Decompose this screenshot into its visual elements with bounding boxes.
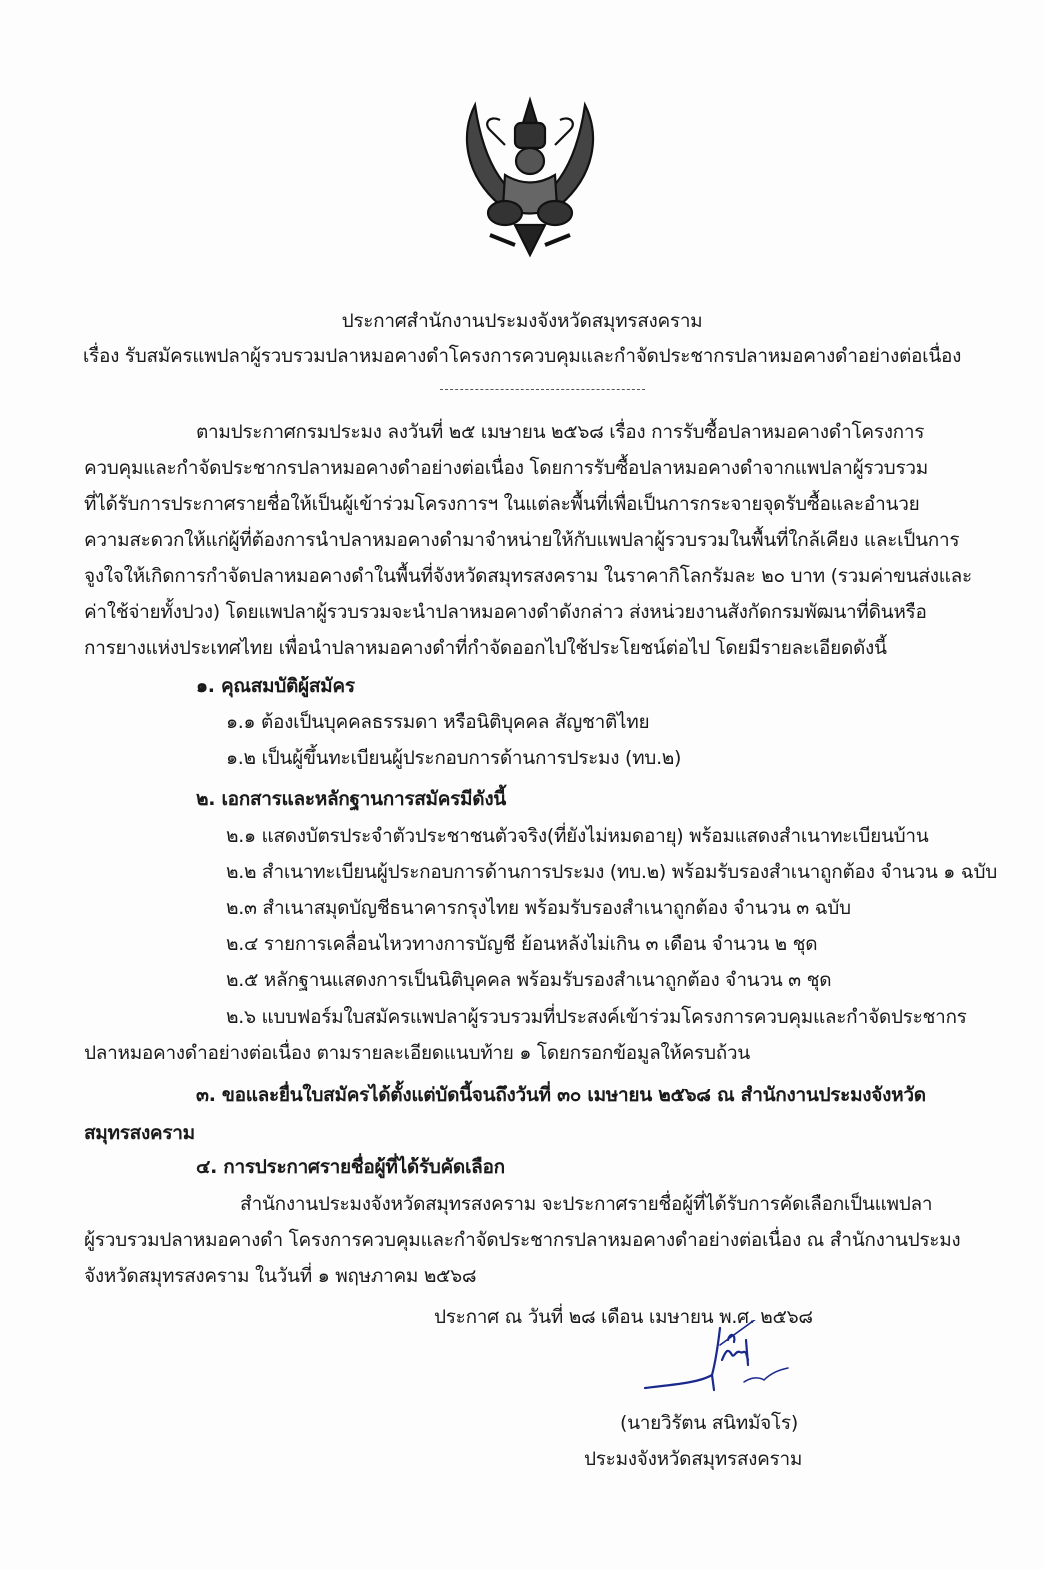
intro-line: ควบคุมและกำจัดประชากรปลาหมอคางดำอย่างต่อเนื่อง โดยการรับซื้อปลาหมอคางดำจากแพปลาผู้รวบรวม [84, 457, 928, 479]
section4-heading: ๔. การประกาศรายชื่อผู้ที่ได้รับคัดเลือก [196, 1156, 505, 1178]
signatory-position: ประมงจังหวัดสมุทรสงคราม [584, 1448, 803, 1470]
announcement-subject: เรื่อง รับสมัครแพปลาผู้รวบรวมปลาหมอคางดำโครงการควบคุมและกำจัดประชากรปลาหมอคางดำอย่างต่อเนื่อง [82, 345, 962, 367]
section4-line: จังหวัดสมุทรสงคราม ในวันที่ ๑ พฤษภาคม ๒๕๖๘ [84, 1265, 477, 1287]
section1-item: ๑.๒ เป็นผู้ขึ้นทะเบียนผู้ประกอบการด้านการประมง (ทบ.๒) [226, 747, 682, 769]
section4-line: ผู้รวบรวมปลาหมอคางดำ โครงการควบคุมและกำจัดประชากรปลาหมอคางดำอย่างต่อเนื่อง ณ สำนักงานประมง [84, 1229, 961, 1251]
section2-item: ๒.๓ สำเนาสมุดบัญชีธนาคารกรุงไทย พร้อมรับรองสำเนาถูกต้อง จำนวน ๓ ฉบับ [226, 897, 851, 919]
section1-item: ๑.๑ ต้องเป็นบุคคลธรรมดา หรือนิติบุคคล สัญชาติไทย [226, 711, 650, 733]
section2-item: ๒.๖ แบบฟอร์มใบสมัครแพปลาผู้รวบรวมที่ประสงค์เข้าร่วมโครงการควบคุมและกำจัดประชากร [226, 1006, 967, 1028]
header-separator [440, 389, 645, 390]
intro-line: จูงใจให้เกิดการกำจัดปลาหมอคางดำในพื้นที่จังหวัดสมุทรสงคราม ในราคากิโลกรัมละ ๒๐ บาท (รวมค่าขนส่งและ [84, 565, 972, 587]
garuda-emblem-icon [445, 95, 615, 265]
section2-heading: ๒. เอกสารและหลักฐานการสมัครมีดังนี้ [196, 788, 506, 810]
section2-item: ๒.๑ แสดงบัตรประจำตัวประชาชนตัวจริง(ที่ยังไม่หมดอายุ) พร้อมแสดงสำเนาทะเบียนบ้าน [226, 825, 929, 847]
intro-line: การยางแห่งประเทศไทย เพื่อนำปลาหมอคางดำที่กำจัดออกไปใช้ประโยชน์ต่อไป โดยมีรายละเอียดดังนี้ [84, 637, 887, 659]
section3-line: ๓. ขอและยื่นใบสมัครได้ตั้งแต่บัดนี้จนถึงวันที่ ๓๐ เมษายน ๒๕๖๘ ณ สำนักงานประมงจังหวัด [196, 1084, 926, 1106]
section2-item: ๒.๔ รายการเคลื่อนไหวทางการบัญชี ย้อนหลังไม่เกิน ๓ เดือน จำนวน ๒ ชุด [226, 933, 818, 955]
signature-icon [640, 1320, 810, 1400]
intro-line: ความสะดวกให้แก่ผู้ที่ต้องการนำปลาหมอคางดำมาจำหน่ายให้กับแพปลาผู้รวบรวมในพื้นที่ใกล้เคียง และเป็นการ [84, 529, 960, 551]
intro-line: ตามประกาศกรมประมง ลงวันที่ ๒๕ เมษายน ๒๕๖๘ เรื่อง การรับซื้อปลาหมอคางดำโครงการ [196, 421, 925, 443]
announcement-title: ประกาศสำนักงานประมงจังหวัดสมุทรสงคราม [341, 310, 703, 332]
intro-line: ค่าใช้จ่ายทั้งปวง) โดยแพปลาผู้รวบรวมจะนำปลาหมอคางดำดังกล่าว ส่งหน่วยงานสังกัดกรมพัฒนาที่ดินหรือ [84, 601, 927, 623]
announcement-date: ประกาศ ณ วันที่ ๒๘ เดือน เมษายน พ.ศ. ๒๕๖๘ [434, 1306, 813, 1328]
section1-heading: ๑. คุณสมบัติผู้สมัคร [196, 675, 355, 697]
section2-item-continuation: ปลาหมอคางดำอย่างต่อเนื่อง ตามรายละเอียดแนบท้าย ๑ โดยกรอกข้อมูลให้ครบถ้วน [84, 1042, 750, 1064]
section2-item: ๒.๕ หลักฐานแสดงการเป็นนิติบุคคล พร้อมรับรองสำเนาถูกต้อง จำนวน ๓ ชุด [226, 969, 832, 991]
section3-line: สมุทรสงคราม [84, 1122, 195, 1144]
section4-line: สำนักงานประมงจังหวัดสมุทรสงคราม จะประกาศรายชื่อผู้ที่ได้รับการคัดเลือกเป็นแพปลา [240, 1193, 933, 1215]
section2-item: ๒.๒ สำเนาทะเบียนผู้ประกอบการด้านการประมง (ทบ.๒) พร้อมรับรองสำเนาถูกต้อง จำนวน ๑ ฉบับ [226, 861, 997, 883]
signatory-name: (นายวิรัตน สนิทมัจโร) [620, 1412, 798, 1434]
intro-line: ที่ได้รับการประกาศรายชื่อให้เป็นผู้เข้าร่วมโครงการฯ ในแต่ละพื้นที่เพื่อเป็นการกระจายจุดรับซื้อและอำนวย [84, 493, 920, 515]
